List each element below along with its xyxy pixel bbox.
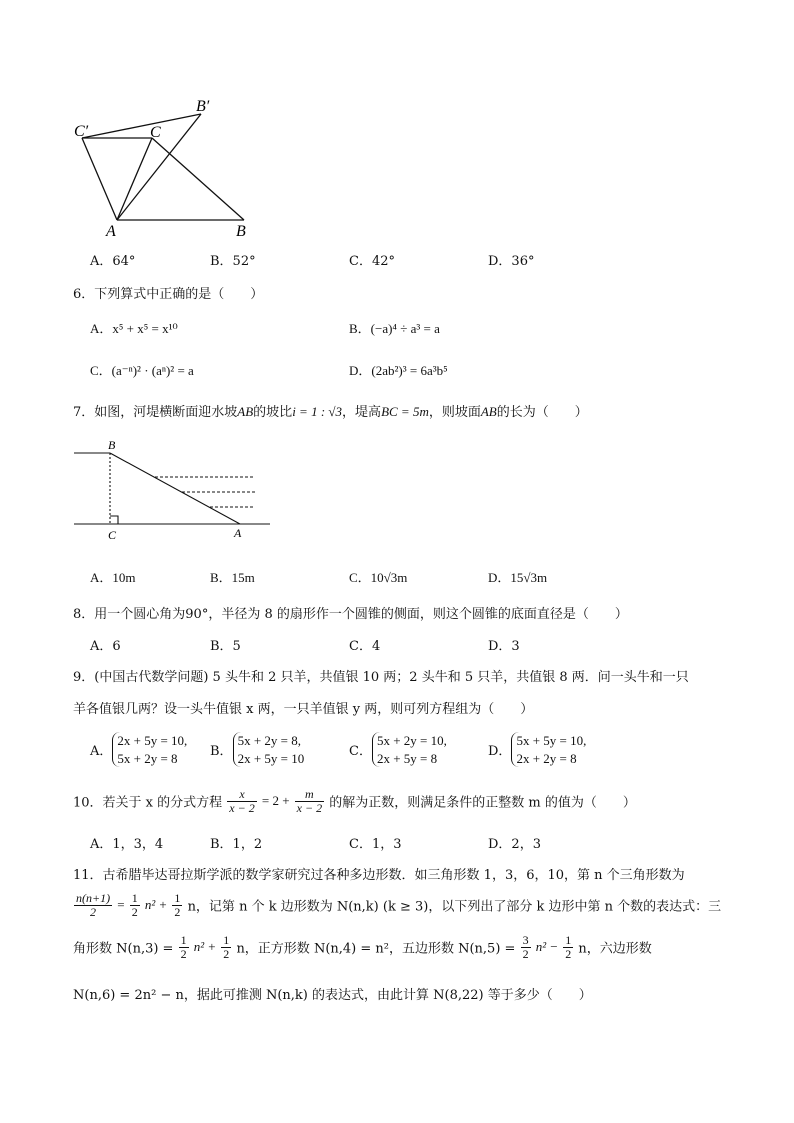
q11-l3-half-2-num: 1 (223, 933, 230, 947)
q7-ab-2: AB (480, 404, 497, 419)
q11-l3-half-1-num: 1 (180, 933, 187, 947)
q10-stem-b: 的解为正数，则满足条件的正整数 m 的值为（ ） (329, 795, 636, 811)
q11-l2-half-1-num: 1 (131, 891, 138, 905)
q8-option-c[interactable]: C．4 (349, 639, 381, 654)
q11-l2-text: n，记第 n 个 k 边形数为 N(n,k) (k ≥ 3)，以下列出了部分 k 边形中第 n 个数的表达式：三 (187, 899, 722, 915)
q11-line3 (73, 934, 652, 960)
q11-l3-three-half (521, 934, 531, 960)
q6-stem: 6．下列算式中正确的是（ ） (73, 287, 264, 302)
q9-option-d-label: D． (488, 744, 512, 760)
q11-l3-three-den: 2 (522, 946, 529, 961)
q5-option-d[interactable]: D．36° (488, 254, 535, 269)
q7-ratio: i = 1 : √3 (292, 404, 343, 419)
q9-c-eq1: 5x + 2y = 10, (376, 733, 447, 748)
q11-l3-half-3-num: 1 (565, 933, 572, 947)
fig5-label-A: A (106, 223, 116, 240)
q10-stem (73, 788, 636, 814)
q11-l3-three-num: 3 (522, 933, 529, 947)
q10-option-c[interactable]: C．1，3 (349, 837, 402, 852)
fig7-label-C: C (108, 528, 117, 542)
q10-option-a[interactable]: A．1，3，4 (90, 837, 164, 852)
q11-l3-half-1 (179, 934, 189, 960)
q10-f2-num: m (295, 788, 324, 802)
q9-b-eq1: 5x + 2y = 8, (237, 733, 301, 748)
q6-option-b[interactable]: B．(−a)⁴ ÷ a³ = a (349, 321, 440, 336)
q7-stem-b: 的坡比 (253, 405, 293, 420)
q10-f1-num: x (227, 788, 256, 802)
q9-option-c[interactable] (349, 732, 447, 767)
q11-l2-half-2-den: 2 (174, 904, 181, 919)
q9-b-eq2: 2x + 5y = 10 (237, 750, 305, 766)
q7-stem-e: 的长为（ ） (496, 405, 588, 420)
q9-d-eq2: 2x + 2y = 8 (516, 750, 577, 766)
q5-option-c[interactable]: C．42° (349, 254, 395, 269)
q11-l2-half-2 (172, 892, 182, 918)
q7-stem-c: ，堤高 (342, 405, 382, 420)
q7-ab: AB (237, 404, 254, 419)
q9-a-eq2: 5x + 2y = 8 (117, 750, 178, 766)
q10-eq: = 2 + (261, 793, 290, 809)
q9-a-eq1: 2x + 5y = 10, (117, 733, 188, 748)
q7-option-d[interactable]: D．15√3m (488, 570, 548, 585)
q5-figure (70, 92, 260, 242)
q6-option-a[interactable]: A．x⁵ + x⁵ = x¹⁰ (90, 321, 178, 336)
q11-l3-half-3-den: 2 (565, 946, 572, 961)
q9-option-a-label: A． (90, 744, 113, 760)
q9-option-a-system (112, 732, 187, 767)
q7-option-c[interactable]: C．10√3m (349, 570, 408, 585)
q8-stem: 8．用一个圆心角为90°，半径为 8 的扇形作一个圆锥的侧面，则这个圆锥的底面直径是（ ） (73, 607, 628, 622)
fig5-label-B: B (236, 223, 246, 240)
q11-l3-half-3 (563, 934, 573, 960)
q6-option-c[interactable]: C．(a⁻ⁿ)² · (aⁿ)² = a (90, 363, 194, 378)
q7-option-a[interactable]: A．10m (90, 570, 136, 585)
fig7-label-A: A (234, 526, 242, 540)
q11-l3-c: n，正方形数 N(n,4) = n²，五边形数 N(n,5) = (236, 941, 516, 957)
q11-line2 (73, 892, 721, 918)
q11-l3-half-2 (221, 934, 231, 960)
q7-stem-d: ，则坡面 (428, 405, 481, 420)
q5-option-a[interactable]: A．64° (90, 254, 136, 269)
q9-d-eq1: 5x + 5y = 10, (516, 733, 587, 748)
q11-l3-half-1-den: 2 (180, 946, 187, 961)
q11-l2-num: n(n+1) (76, 891, 111, 905)
q11-l2-den: 2 (90, 904, 97, 919)
q7-option-b[interactable]: B．15m (210, 570, 255, 585)
q9-c-eq2: 2x + 5y = 8 (376, 750, 438, 766)
q10-f1-den: x − 2 (229, 800, 255, 815)
q9-option-b-label: B． (210, 744, 233, 760)
q11-l3-half-2-den: 2 (223, 946, 230, 961)
q10-fraction-1 (227, 788, 256, 814)
q7-height: BC = 5m (381, 404, 429, 419)
q11-l3-a: 角形数 N(n,3) = (73, 941, 174, 957)
q10-option-b[interactable]: B．1，2 (210, 837, 263, 852)
q11-line4: N(n,6) = 2n² − n，据此可推测 N(n,k) 的表达式，由此计算 N(8,22) 等于多少（ ） (73, 988, 592, 1003)
q10-option-d[interactable]: D．2，3 (488, 837, 541, 852)
q8-option-a[interactable]: A．6 (90, 639, 121, 654)
q11-l3-e: n，六边形数 (578, 941, 652, 957)
fig7-label-B: B (108, 438, 116, 452)
q9-option-c-system (372, 732, 447, 767)
q11-l2-half-1 (130, 892, 140, 918)
q11-l2-half-2-num: 1 (174, 891, 181, 905)
q11-l2-n2: n² + (144, 897, 168, 913)
q11-line1: 11．古希腊毕达哥拉斯学派的数学家研究过各种多边形数．如三角形数 1，3，6，10，第 n 个三角形数为 (73, 868, 685, 883)
q10-f2-den: x − 2 (296, 800, 323, 815)
q11-l2-half-1-den: 2 (131, 904, 138, 919)
q9-option-a[interactable] (90, 732, 187, 767)
q9-option-b[interactable] (210, 732, 304, 767)
q9-stem-line1: 9．(中国古代数学问题) 5 头牛和 2 只羊，共值银 10 两；2 头牛和 5 只羊，共值银 8 两．问一头牛和一只 (73, 670, 689, 685)
q6-option-d[interactable]: D．(2ab²)³ = 6a³b⁵ (349, 363, 448, 378)
q9-option-d-system (511, 732, 586, 767)
fig5-label-C: C (150, 124, 161, 141)
q11-l3-d: n² − (535, 939, 559, 955)
q10-fraction-2 (295, 788, 324, 814)
q9-stem-line2: 羊各值银几两？设一头牛值银 x 两，一只羊值银 y 两，则可列方程组为（ ） (73, 702, 534, 717)
q11-triangle-fraction (74, 892, 112, 918)
q7-figure (70, 437, 270, 545)
q9-option-d[interactable] (488, 732, 586, 767)
q8-option-b[interactable]: B．5 (210, 639, 241, 654)
fig5-label-Bp: B′ (196, 98, 210, 115)
fig5-label-Cp: C′ (74, 123, 89, 140)
q11-l3-b: n² + (193, 939, 217, 955)
q9-option-c-label: C． (349, 744, 372, 760)
q10-stem-a: 10．若关于 x 的分式方程 (73, 795, 223, 811)
q8-option-d[interactable]: D．3 (488, 639, 520, 654)
q7-stem-a: 7．如图，河堤横断面迎水坡 (73, 405, 238, 420)
q9-option-b-system (233, 732, 305, 767)
q5-option-b[interactable]: B．52° (210, 254, 256, 269)
q11-l2-eq: = (117, 897, 125, 913)
q7-stem (73, 401, 588, 420)
